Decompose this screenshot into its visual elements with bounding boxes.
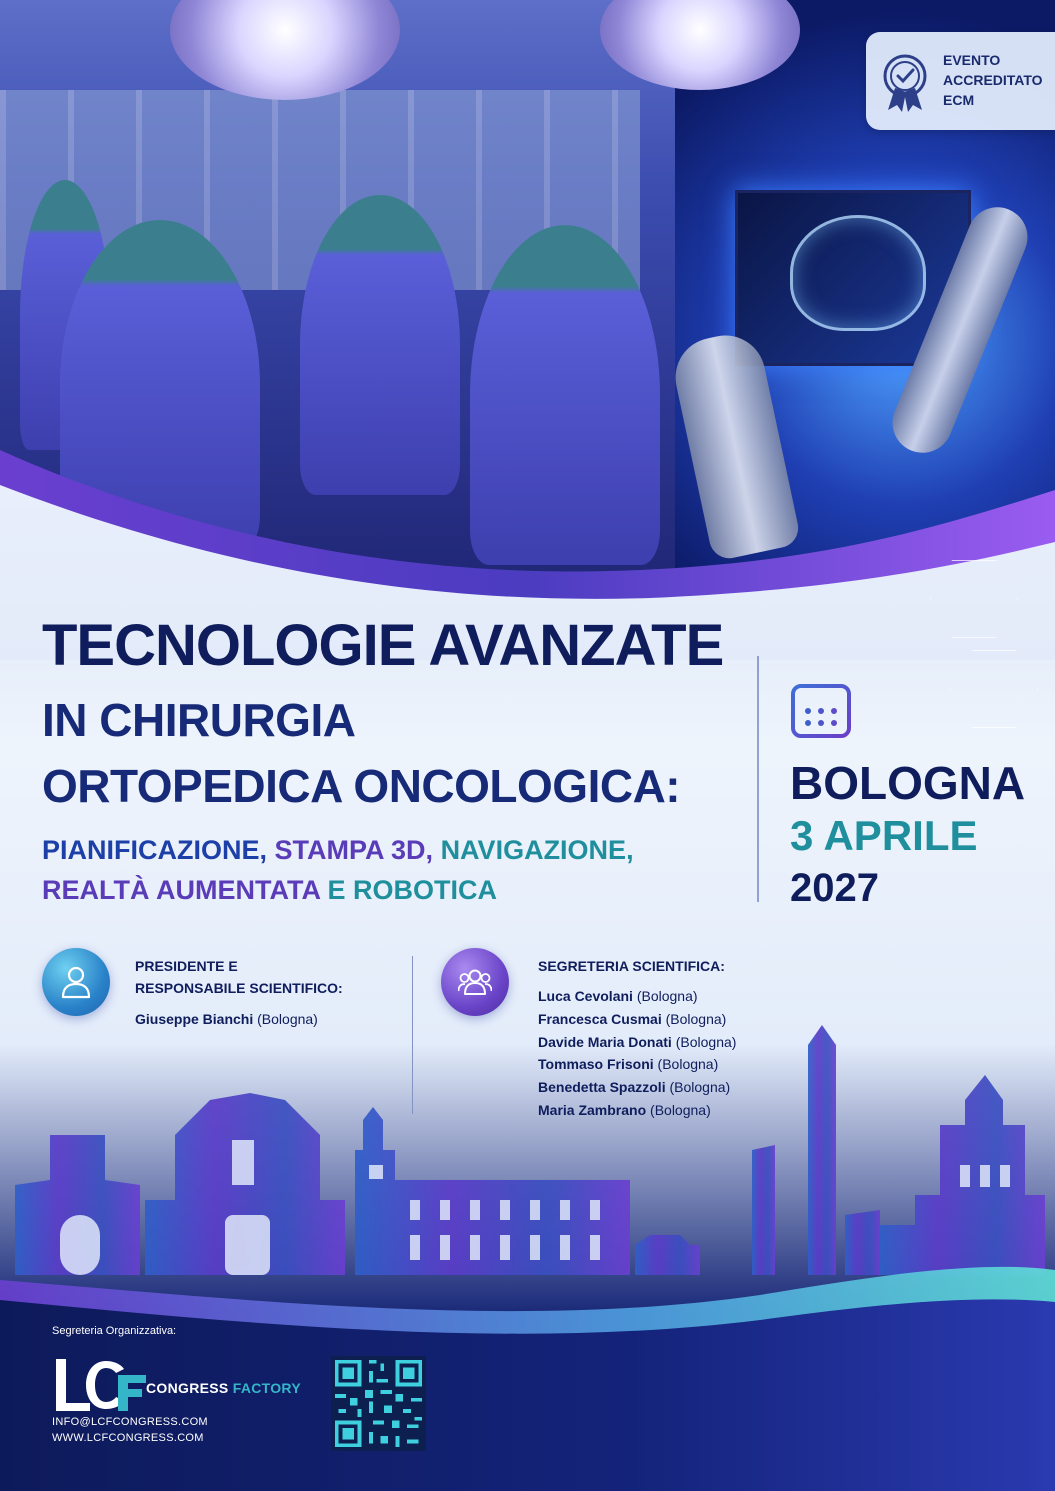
person-location: (Bologna) bbox=[657, 1056, 719, 1073]
event-subtitle-line2 bbox=[42, 872, 497, 908]
secretariat-label: SEGRETERIA SCIENTIFICA: bbox=[538, 958, 725, 974]
ecm-accreditation-badge bbox=[866, 32, 1055, 130]
person-name: Davide Maria Donati bbox=[538, 1033, 672, 1050]
person-location: (Bologna) bbox=[257, 1011, 318, 1027]
subtitle-connector: E bbox=[327, 875, 346, 905]
person-location: (Bologna) bbox=[669, 1079, 731, 1096]
subtitle-topic: NAVIGAZIONE, bbox=[440, 835, 634, 865]
secretariat-avatar bbox=[441, 948, 509, 1016]
brand-word: CONGRESS bbox=[146, 1380, 229, 1396]
person-name: Giuseppe Bianchi bbox=[135, 1011, 254, 1027]
certified-badge-icon bbox=[882, 54, 928, 112]
president-avatar bbox=[42, 948, 110, 1016]
president-label bbox=[135, 955, 375, 999]
event-year: 2027 bbox=[790, 866, 879, 910]
event-city: BOLOGNA bbox=[790, 757, 1026, 809]
person-location: (Bologna) bbox=[650, 1101, 711, 1118]
event-title-line2: IN CHIRURGIA bbox=[42, 694, 356, 746]
pelvis-scan bbox=[790, 215, 926, 331]
person-name: Francesca Cusmai bbox=[538, 1010, 662, 1027]
badge-line: ECM bbox=[943, 92, 975, 108]
list-item bbox=[538, 985, 736, 1008]
lcf-logo bbox=[52, 1355, 148, 1415]
brand-word: FACTORY bbox=[232, 1380, 301, 1396]
person-name: Benedetta Spazzoli bbox=[538, 1079, 666, 1096]
person-icon bbox=[59, 965, 93, 999]
badge-line: ACCREDITATO bbox=[943, 72, 1043, 88]
person-name: Maria Zambrano bbox=[538, 1101, 647, 1118]
event-title-line3: ORTOPEDICA ONCOLOGICA: bbox=[42, 760, 681, 812]
calendar-icon bbox=[788, 676, 854, 742]
subtitle-topic: PIANIFICAZIONE, bbox=[42, 835, 268, 865]
event-date: 3 APRILE bbox=[790, 812, 978, 859]
subtitle-topic: ROBOTICA bbox=[353, 875, 497, 905]
ecm-badge-text bbox=[943, 50, 1043, 110]
person-location: (Bologna) bbox=[636, 988, 698, 1004]
qr-code[interactable] bbox=[331, 1356, 426, 1451]
badge-line: EVENTO bbox=[943, 52, 1001, 68]
person-name: Tommaso Frisoni bbox=[538, 1056, 654, 1073]
person-location: (Bologna) bbox=[665, 1010, 727, 1027]
event-subtitle-line1 bbox=[42, 832, 634, 868]
label-line: PRESIDENTE E bbox=[135, 958, 238, 974]
date-divider bbox=[757, 656, 759, 902]
person-name: Luca Cevolani bbox=[538, 988, 633, 1004]
footer-band bbox=[0, 1240, 1055, 1491]
organizer-label: Segreteria Organizzativa: bbox=[52, 1325, 177, 1337]
person-location: (Bologna) bbox=[675, 1033, 737, 1050]
group-icon bbox=[458, 965, 492, 999]
label-line: RESPONSABILE SCIENTIFICO: bbox=[135, 980, 343, 996]
organizer-email[interactable]: INFO@LCFCONGRESS.COM bbox=[52, 1416, 208, 1428]
hexagon-decoration bbox=[950, 650, 1038, 728]
organizer-brand bbox=[146, 1380, 301, 1396]
organizer-website[interactable]: WWW.LCFCONGRESS.COM bbox=[52, 1432, 204, 1444]
subtitle-topic: REALTÀ AUMENTATA bbox=[42, 875, 320, 905]
event-title: TECNOLOGIE AVANZATE bbox=[42, 613, 724, 678]
subtitle-topic: STAMPA 3D, bbox=[274, 835, 434, 865]
surgical-lamp bbox=[170, 0, 400, 100]
